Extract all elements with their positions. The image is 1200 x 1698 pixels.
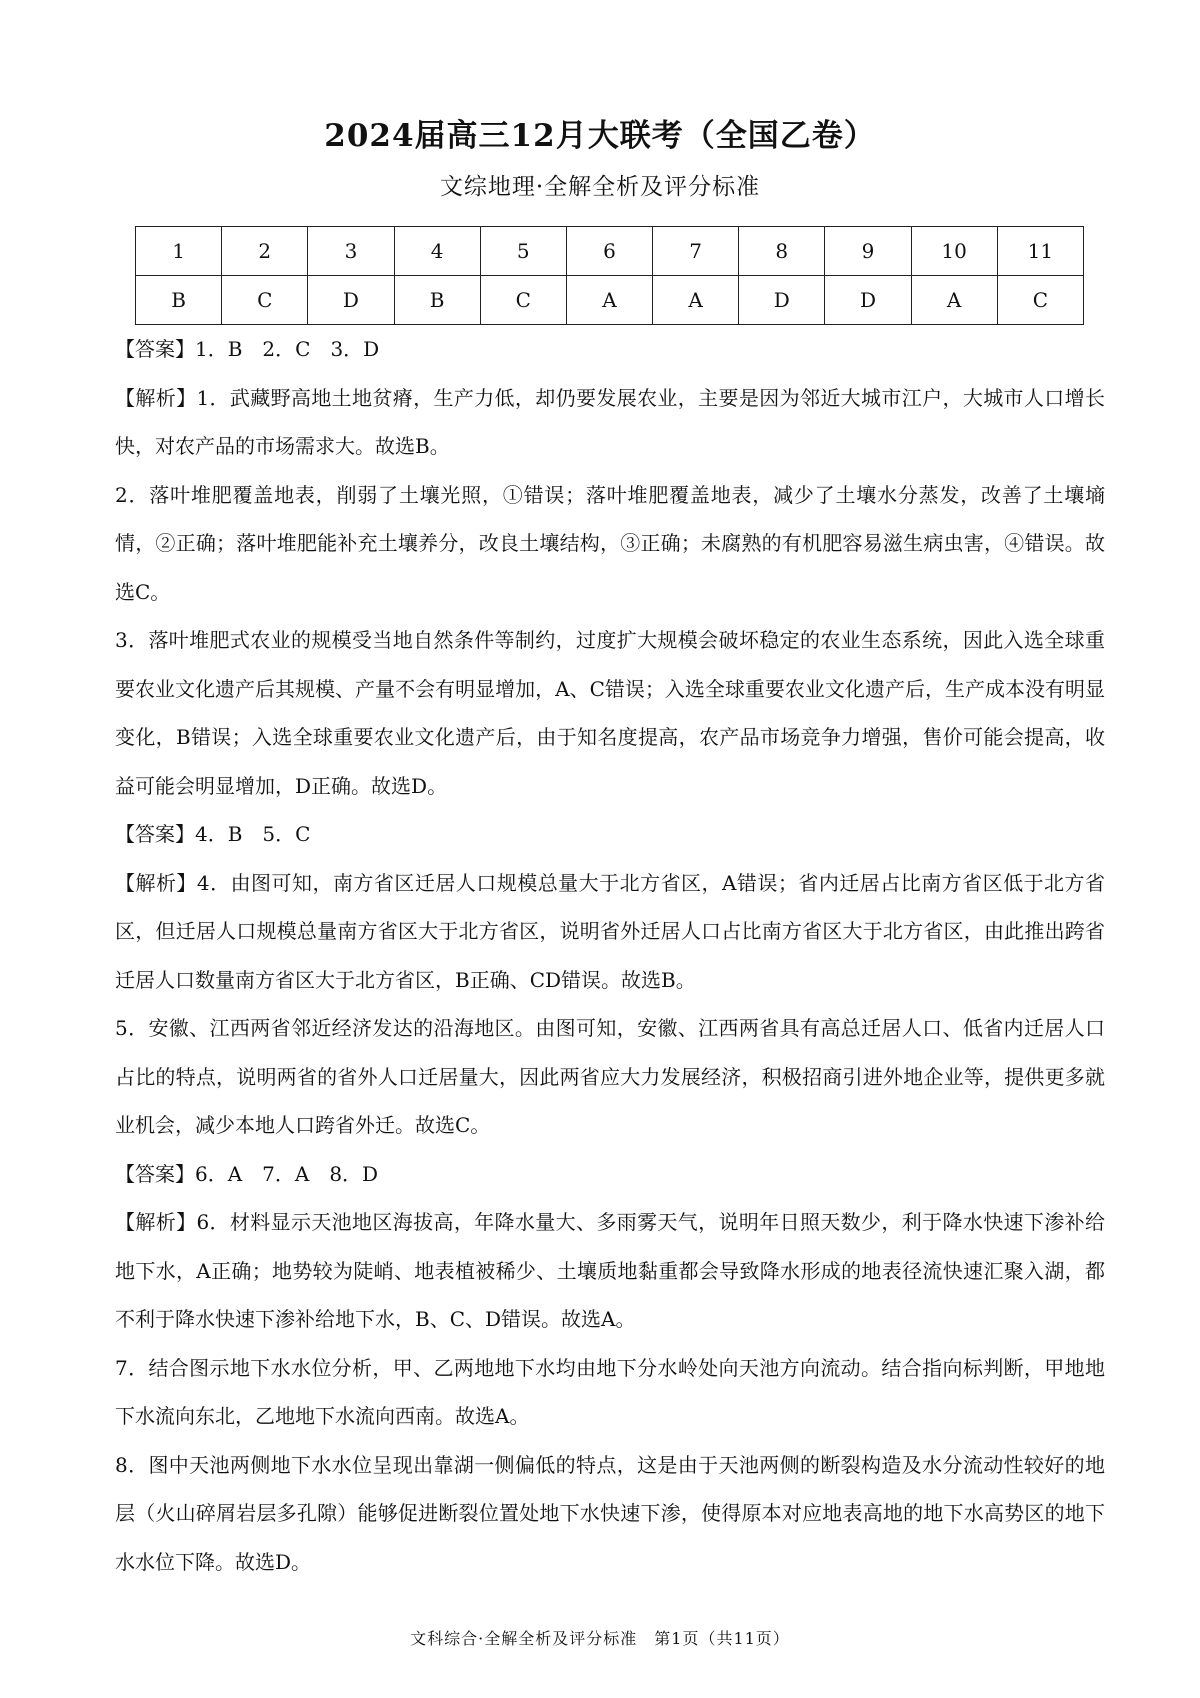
answer-cell: A xyxy=(566,276,652,325)
answer-explanations xyxy=(115,325,1105,1586)
explanation-q1: 【解析】1．武藏野高地土地贫瘠，生产力低，却仍要发展农业，主要是因为邻近大城市江户，大城市人口增长快，对农产品的市场需求大。故选B。 xyxy=(115,385,1105,458)
question-number-cell: 10 xyxy=(911,227,997,276)
answer-table xyxy=(135,226,1084,325)
explanation-q2: 2．落叶堆肥覆盖地表，削弱了土壤光照，①错误；落叶堆肥覆盖地表，减少了土壤水分蒸发，改善了土壤墒情，②正确；落叶堆肥能补充土壤养分，改良土壤结构，③正确；未腐熟的有机肥容易滋生病虫害，④错误。故选C。 xyxy=(115,482,1105,604)
answer-cell: A xyxy=(653,276,739,325)
question-number-cell: 7 xyxy=(653,227,739,276)
question-number-cell: 6 xyxy=(566,227,652,276)
question-number-cell: 4 xyxy=(394,227,480,276)
explanation-q5: 5．安徽、江西两省邻近经济发达的沿海地区。由图可知，安徽、江西两省具有高总迁居人口、低省内迁居人口占比的特点，说明两省的省外人口迁居量大，因此两省应大力发展经济，积极招商引进外地企业等，提供更多就业机会，减少本地人口跨省外迁。故选C。 xyxy=(115,1016,1105,1137)
answer-cell: D xyxy=(739,276,825,325)
question-number-cell: 3 xyxy=(308,227,394,276)
answer-cell: C xyxy=(480,276,566,325)
page-subtitle: 文综地理·全解全析及评分标准 xyxy=(439,174,761,200)
answer-cell: B xyxy=(136,276,222,325)
explanation-q3: 3．落叶堆肥式农业的规模受当地自然条件等制约，过度扩大规模会破坏稳定的农业生态系统，因此入选全球重要农业文化遗产后其规模、产量不会有明显增加，A、C错误；入选全球重要农业文化遗产后，生产成本没有明显变化，B错误；入选全球重要农业文化遗产后，由于知名度提高，农产品市场竞争力增强，售价可能会提高，收益可能会明显增加，D正确。故选D。 xyxy=(115,628,1105,798)
question-number-cell: 8 xyxy=(739,227,825,276)
question-number-cell: 2 xyxy=(222,227,308,276)
answer-line-1-3: 【答案】1．B 2．C 3．D xyxy=(115,337,380,361)
answer-line-6-8: 【答案】6．A 7．A 8．D xyxy=(115,1161,379,1186)
question-number-cell: 1 xyxy=(136,227,222,276)
explanation-q7: 7．结合图示地下水水位分析，甲、乙两地地下水均由地下分水岭处向天池方向流动。结合指向标判断，甲地地下水流向东北，乙地地下水流向西南。故选A。 xyxy=(115,1355,1105,1428)
answer-cell: C xyxy=(997,276,1083,325)
answer-cell: C xyxy=(222,276,308,325)
explanation-q4: 【解析】4．由图可知，南方省区迁居人口规模总量大于北方省区，A错误；省内迁居占比南方省区低于北方省区，但迁居人口规模总量南方省区大于北方省区，说明省外迁居人口占比南方省区大于北方省区，由此推出跨省迁居人口数量南方省区大于北方省区，B正确、CD错误。故选B。 xyxy=(115,870,1105,992)
page-footer: 文科综合·全解全析及评分标准 第1页（共11页） xyxy=(410,1629,790,1648)
explanation-q8: 8．图中天池两侧地下水水位呈现出靠湖一侧偏低的特点，这是由于天池两侧的断裂构造及水分流动性较好的地层（火山碎屑岩层多孔隙）能够促进断裂位置处地下水快速下渗，使得原本对应地表高地的地下水高势区的地下水水位下降。故选D。 xyxy=(115,1452,1105,1574)
question-number-cell: 11 xyxy=(997,227,1083,276)
question-number-row xyxy=(136,227,1084,276)
question-number-cell: 5 xyxy=(480,227,566,276)
answer-row xyxy=(136,276,1084,325)
question-number-cell: 9 xyxy=(825,227,911,276)
answer-cell: B xyxy=(394,276,480,325)
answer-line-4-5: 【答案】4．B 5．C xyxy=(115,822,311,846)
answer-cell: D xyxy=(825,276,911,325)
answer-cell: D xyxy=(308,276,394,325)
answer-cell: A xyxy=(911,276,997,325)
explanation-q6: 【解析】6．材料显示天池地区海拔高，年降水量大、多雨雾天气，说明年日照天数少，利于降水快速下渗补给地下水，A正确；地势较为陡峭、地表植被稀少、土壤质地黏重都会导致降水形成的地表径流快速汇聚入湖，都不利于降水快速下渗补给地下水，B、C、D错误。故选A。 xyxy=(115,1210,1105,1331)
page-title: 2024届高三12月大联考（全国乙卷） xyxy=(324,118,876,154)
